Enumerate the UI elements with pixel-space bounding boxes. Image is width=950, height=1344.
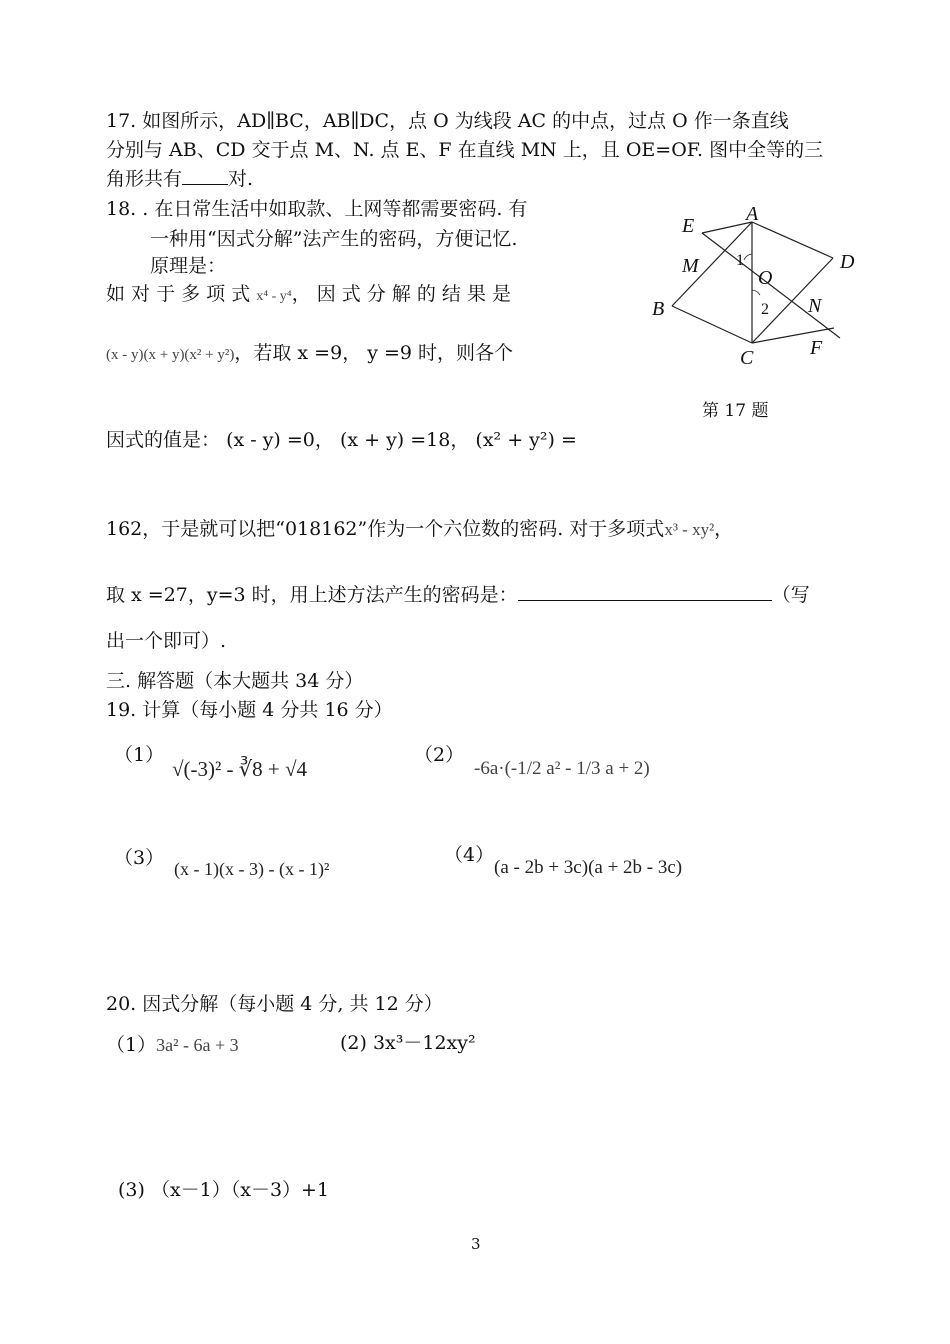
label-e: E [682,215,695,237]
q18-line-1: 18. . 在日常生活中如取款、上网等都需要密码. 有 [106,198,528,220]
q18-line-8-end: （写 [771,584,810,606]
label-n: N [808,295,822,317]
segment-ad [752,222,833,258]
q19-p3-label: （3） [114,847,165,869]
q18-polynomial-expr: x⁴ - y⁴ [256,289,292,304]
q18-line-4 [106,281,511,310]
q18-answer-blank[interactable] [518,582,772,601]
segment-cb [672,306,752,343]
label-c: C [740,347,754,369]
q17-line-3-text: 角形共有 [106,168,183,190]
q18-value-1: (x - y) =0， [226,429,334,451]
q20-p1 [106,1032,239,1058]
q20-title: 20. 因式分解（每小题 4 分, 共 12 分） [106,993,443,1015]
q19-p1-label: （1） [114,744,165,766]
label-d: D [840,251,855,273]
q18-value-2: (x + y) =18， [339,429,470,451]
q18-line-9: 出一个即可）. [106,630,227,652]
q17-line-2: 分别与 AB、CD 交于点 M、N. 点 E、F 在直线 MN 上，且 OE=OF. 图中全等的三 [106,139,824,161]
q18-line-4-tail: ， 因 式 分 解 的 结 果 是 [291,283,512,305]
q17-line-3 [106,166,253,192]
label-o: O [758,267,773,289]
q18-polynomial-2-expr: x³ - xy² [664,520,715,539]
figure-caption: 第 17 题 [702,401,769,421]
q18-value-3: (x² + y²) = [475,429,577,451]
q18-line-6 [106,427,577,453]
label-m: M [682,255,699,277]
q17-answer-blank[interactable] [182,166,228,185]
q18-factored-expr: (x - y)(x + y)(x² + y²) [106,347,235,363]
section-3-title: 三. 解答题（本大题共 34 分） [106,670,364,692]
label-angle-1: 1 [736,252,744,269]
label-b: B [652,298,665,320]
q19-p3-expr: (x - 1)(x - 3) - (x - 1)² [174,859,330,879]
q19-p4-label: （4） [444,844,495,866]
q18-line-7-text: 162，于是就可以把“018162”作为一个六位数的密码. 对于多项式 [106,518,665,540]
label-f: F [810,337,823,359]
q19-title: 19. 计算（每小题 4 分共 16 分） [106,699,393,721]
q18-line-2: 一种用“因式分解”法产生的密码，方便记忆. [150,228,518,250]
q20-p3: (3) （x－1）（x－3）+1 [118,1179,330,1201]
q17-geometry-figure [640,198,870,378]
q18-line-5-tail: ，若取 x =9， y =9 时，则各个 [234,342,514,364]
q18-line-7 [106,516,733,543]
angle-1-arc [744,254,752,260]
q19-p2-label: （2） [414,744,465,766]
q18-line-3: 原理是： [150,255,227,277]
q19-p4-expr: (a - 2b + 3c)(a + 2b - 3c) [494,857,683,878]
segment-ae [702,222,752,233]
q20-p2: (2) 3x³－12xy² [340,1032,476,1054]
q20-p1-expr: 3a² - 6a + 3 [156,1035,239,1055]
angle-2-arc [752,290,760,295]
q17-line-3-end: 对. [228,168,254,190]
q20-p1-label: （1） [106,1034,157,1056]
q18-line-8 [106,582,810,608]
q18-line-4-text: 如 对 于 多 项 式 [106,283,251,305]
q18-line-6-text: 因式的值是： [106,429,221,451]
q19-p2-expr: -6a·(-1/2 a² - 1/3 a + 2) [474,758,650,779]
q18-line-5 [106,340,513,368]
q19-p1-expr: √(-3)² - ∛8 + √4 [172,757,308,781]
q17-line-1: 17. 如图所示，AD∥BC，AB∥DC，点 O 为线段 AC 的中点，过点 O 作一条直线 [106,110,789,132]
label-a: A [746,203,759,225]
page-number: 3 [471,1235,481,1253]
label-angle-2: 2 [761,301,769,318]
q18-line-8-text: 取 x =27，y=3 时，用上述方法产生的密码是： [106,584,518,606]
q18-line-7-end: ， [714,518,734,540]
